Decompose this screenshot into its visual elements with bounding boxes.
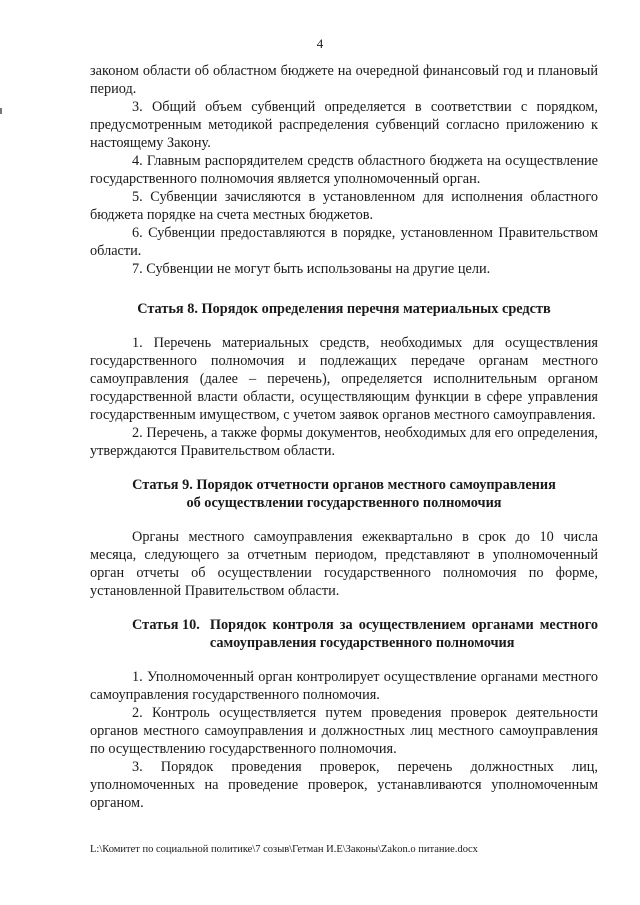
paragraph: 6. Субвенции предоставляются в порядке, установленном Правительством области. <box>90 225 598 259</box>
paragraph: 4. Главным распорядителем средств областного бюджета на осуществление государственного полномочия является уполномоченный орган. <box>90 153 598 187</box>
page-number: 4 <box>316 36 324 51</box>
paragraph: законом области об областном бюджете на очередной финансовый год и плановый период. <box>90 63 598 97</box>
paragraph: 2. Контроль осуществляется путем проведения проверок деятельности органов местного самоуправления и должностных лиц местного самоуправления по осуществлению государственного полномочия. <box>90 705 598 757</box>
file-path-footer: L:\Комитет по социальной политике\7 созыв\Гетман И.Е\Законы\Zakon.о питание.docx <box>90 844 478 855</box>
article-8-heading: Статья 8. Порядок определения перечня материальных средств <box>137 301 551 317</box>
article-10-title: Порядок контроля за осуществлением органами местного самоуправления государственного полномочия <box>209 617 598 651</box>
paragraph: 3. Порядок проведения проверок, перечень должностных лиц, уполномоченных на проведение проверок, устанавливаются уполномоченным органом. <box>90 759 598 811</box>
paragraph: 1. Перечень материальных средств, необходимых для осуществления государственного полномочия и подлежащих передаче органам местного самоуправления (далее – перечень), определяется исполнительным органом государственной власти области, осуществляющим функции в сфере управления государственным имуществом, с учетом заявок органов местного самоуправления. <box>90 335 598 423</box>
article-10-label: Статья 10. <box>132 617 200 633</box>
paragraph: 7. Субвенции не могут быть использованы на другие цели. <box>132 261 491 277</box>
scan-artifact <box>0 108 2 114</box>
paragraph: 5. Субвенции зачисляются в установленном для исполнения областного бюджета порядке на счета местных бюджетов. <box>90 189 598 223</box>
paragraph: 2. Перечень, а также формы документов, необходимых для его определения, утверждаются Правительством области. <box>90 425 598 459</box>
paragraph: Органы местного самоуправления ежеквартально в срок до 10 числа месяца, следующего за отчетным периодом, представляют в уполномоченный орган отчеты об осуществлении государственного полномочия по форме, установленной Правительством области. <box>90 529 598 599</box>
paragraph: 1. Уполномоченный орган контролирует осуществление органами местного самоуправления государственного полномочия. <box>90 669 598 703</box>
document-body <box>90 62 598 812</box>
article-10-heading <box>90 616 598 652</box>
article-9-heading-line: об осуществлении государственного полномочия <box>186 495 502 511</box>
article-9-heading <box>90 476 598 512</box>
article-9-heading-line: Статья 9. Порядок отчетности органов местного самоуправления <box>132 477 556 493</box>
paragraph: 3. Общий объем субвенций определяется в соответствии с порядком, предусмотренным методикой распределения субвенций согласно приложению к настоящему Закону. <box>90 99 598 151</box>
